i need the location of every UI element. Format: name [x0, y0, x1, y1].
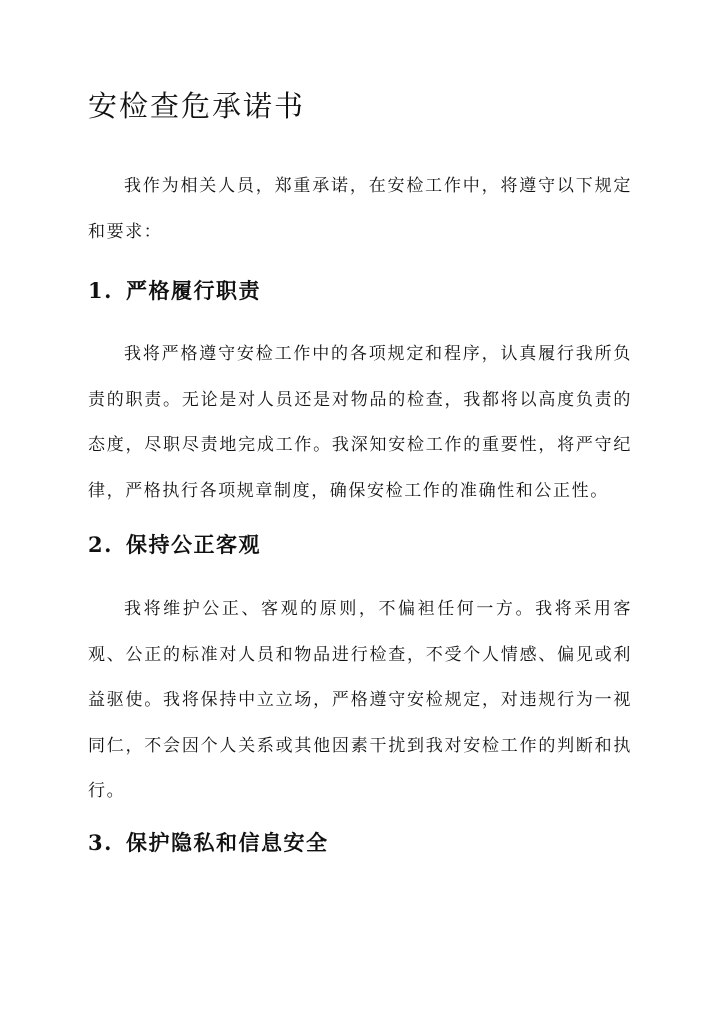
- section-2-body: 我将维护公正、客观的原则，不偏袒任何一方。我将采用客观、公正的标准对人员和物品进行检查，不受个人情感、偏见或利益驱使。我将保持中立立场，严格遵守安检规定，对违规行为一视同仁，不会因个人关系或其他因素干扰到我对安检工作的判断和执行。: [88, 599, 632, 801]
- document-title: 安检查危承诺书: [88, 89, 306, 123]
- intro-paragraph: 我作为相关人员，郑重承诺，在安检工作中，将遵守以下规定和要求：: [88, 176, 632, 242]
- section-1-title: 严格履行职责: [126, 278, 261, 303]
- section-2-heading: [88, 530, 261, 560]
- section-3-number: 3.: [88, 830, 113, 855]
- section-2-title: 保持公正客观: [126, 532, 261, 557]
- section-1-number: 1.: [88, 278, 113, 303]
- section-1-body: 我将严格遵守安检工作中的各项规定和程序，认真履行我所负责的职责。无论是对人员还是对物品的检查，我都将以高度负责的态度，尽职尽责地完成工作。我深知安检工作的重要性，将严守纪律，严格执行各项规章制度，确保安检工作的准确性和公正性。: [88, 344, 632, 501]
- section-3-heading: [88, 828, 329, 858]
- section-1-heading: [88, 276, 261, 306]
- section-2-number: 2.: [88, 532, 113, 557]
- section-3-title: 保护隐私和信息安全: [126, 830, 329, 855]
